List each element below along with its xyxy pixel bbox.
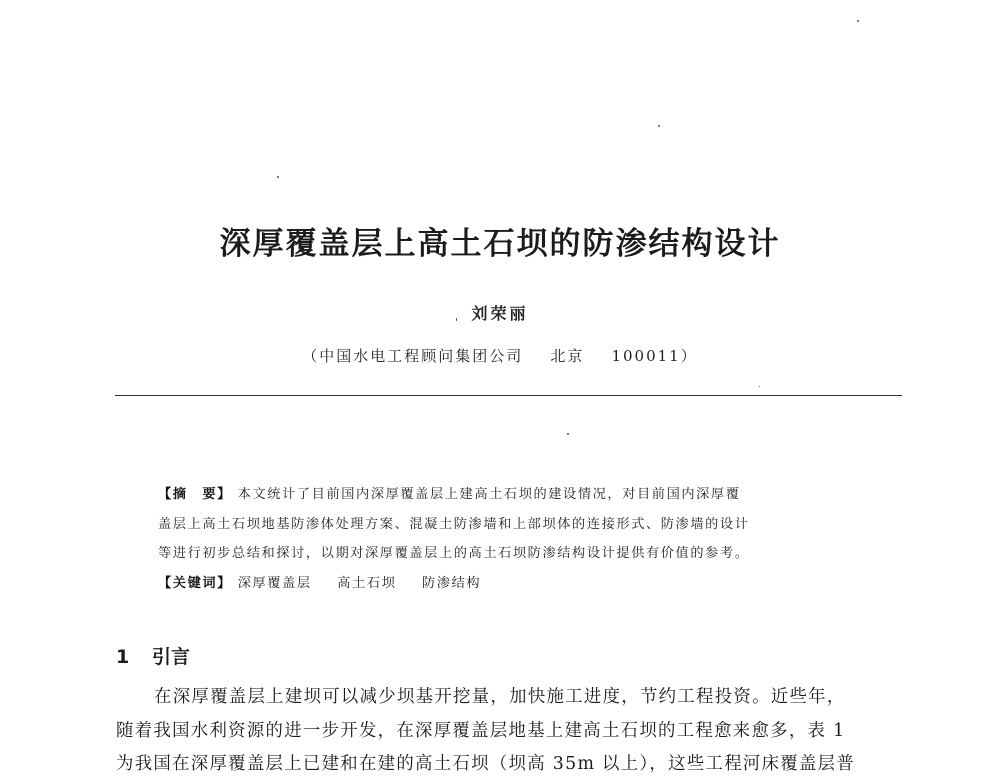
author-affiliation: [0, 345, 1000, 366]
abstract-block: [158, 480, 858, 598]
scan-speck: [759, 386, 760, 387]
keywords-label: 【关键词】: [158, 575, 232, 591]
affiliation-city: 北京: [550, 347, 585, 365]
scan-speck: [658, 125, 660, 127]
keyword: 高土石坝: [337, 575, 397, 591]
affiliation-postcode: 100011）: [611, 347, 698, 365]
section-number: 1: [116, 646, 130, 668]
abstract-line: 盖层上高土石坝地基防渗体处理方案、混凝土防渗墙和上部坝体的连接形式、防渗墙的设计: [158, 516, 750, 532]
section-heading: [116, 642, 190, 669]
paper-title: 深厚覆盖层上高土石坝的防渗结构设计: [219, 226, 781, 262]
author-name: 刘荣丽: [471, 304, 529, 323]
body-line: 为我国在深厚覆盖层上已建和在建的高土石坝（坝高 35m 以上），这些工程河床覆盖层普: [116, 754, 856, 774]
section-title: 引言: [152, 646, 191, 668]
affiliation-org: （中国水电工程顾问集团公司: [302, 347, 524, 365]
header-divider: [115, 395, 902, 396]
abstract-line: [158, 480, 858, 510]
scan-speck: [277, 176, 279, 178]
abstract-line: 等进行初步总结和探讨，以期对深厚覆盖层上的高土石坝防渗结构设计提供有价值的参考。: [158, 546, 750, 561]
scan-speck: [857, 20, 859, 22]
abstract-text: 本文统计了目前国内深厚覆盖层上建高土石坝的建设情况，对目前国内深厚覆: [237, 487, 741, 502]
keywords-line: [158, 569, 858, 599]
scan-speck: [567, 433, 569, 435]
body-line: 随着我国水利资源的进一步开发，在深厚覆盖层地基上建高土石坝的工程愈来愈多，表 1: [116, 720, 846, 741]
section-body: [116, 681, 916, 782]
keyword: 深厚覆盖层: [237, 575, 312, 591]
abstract-label: 【摘 要】: [158, 487, 232, 502]
body-line: 在深厚覆盖层上建坝可以减少坝基开挖量，加快施工进度，节约工程投资。近些年，: [154, 687, 846, 707]
keyword: 防渗结构: [422, 575, 482, 591]
